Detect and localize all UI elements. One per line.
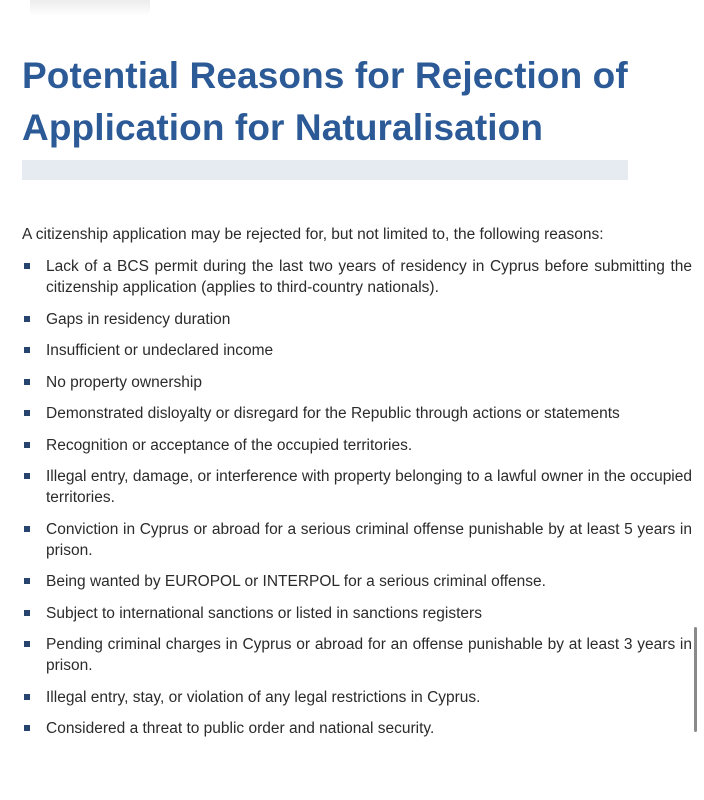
square-bullet-icon: [24, 526, 30, 532]
square-bullet-icon: [24, 610, 30, 616]
list-item-text: Illegal entry, stay, or violation of any legal restrictions in Cyprus.: [46, 688, 481, 706]
list-item: [22, 466, 692, 508]
list-item-text: Conviction in Cyprus or abroad for a serious criminal offense punishable by at least 5 years in prison.: [46, 520, 692, 559]
list-item: [22, 256, 692, 298]
list-item-text: Subject to international sanctions or listed in sanctions registers: [46, 604, 482, 622]
list-item: [22, 435, 692, 456]
square-bullet-icon: [24, 379, 30, 385]
list-item-text: Illegal entry, damage, or interference with property belonging to a lawful owner in the occupied territories.: [46, 468, 692, 506]
list-item-text: Insufficient or undeclared income: [46, 342, 274, 359]
list-item: [22, 403, 692, 424]
list-item: [22, 519, 692, 561]
list-item: [22, 372, 692, 393]
list-item-text: Considered a threat to public order and national security.: [46, 720, 435, 737]
list-item-text: Gaps in residency duration: [46, 310, 231, 328]
list-item-text: Lack of a BCS permit during the last two years of residency in Cyprus before submitting the citizenship application (applies to third-country nationals).: [46, 258, 692, 296]
list-item-text: Pending criminal charges in Cyprus or abroad for an offense punishable by at least 3 years in prison.: [46, 636, 692, 674]
square-bullet-icon: [24, 694, 30, 700]
square-bullet-icon: [24, 263, 30, 269]
top-fade-decoration: [30, 0, 150, 16]
list-item: [22, 718, 692, 739]
page-title: Potential Reasons for Rejection of Application for Naturalisation: [22, 55, 628, 148]
list-item-text: Demonstrated disloyalty or disregard for the Republic through actions or statements: [46, 405, 620, 422]
list-item: [22, 571, 692, 592]
title-underline-bar: [22, 160, 628, 180]
list-item-text: Recognition or acceptance of the occupied territories.: [46, 436, 413, 454]
square-bullet-icon: [24, 410, 30, 416]
list-item: [22, 309, 692, 330]
list-item: [22, 634, 692, 676]
square-bullet-icon: [24, 641, 30, 647]
square-bullet-icon: [24, 473, 30, 479]
square-bullet-icon: [24, 578, 30, 584]
list-item: [22, 340, 692, 361]
intro-text: A citizenship application may be rejected for, but not limited to, the following reasons:: [22, 226, 604, 243]
list-item-text: Being wanted by EUROPOL or INTERPOL for a serious criminal offense.: [46, 573, 546, 590]
list-item-text: No property ownership: [46, 373, 202, 391]
scrollbar-thumb[interactable]: [694, 627, 697, 732]
square-bullet-icon: [24, 725, 30, 731]
square-bullet-icon: [24, 347, 30, 353]
list-item: [22, 603, 692, 624]
reasons-list: [22, 256, 692, 750]
list-item: [22, 687, 692, 708]
square-bullet-icon: [24, 316, 30, 322]
square-bullet-icon: [24, 442, 30, 448]
